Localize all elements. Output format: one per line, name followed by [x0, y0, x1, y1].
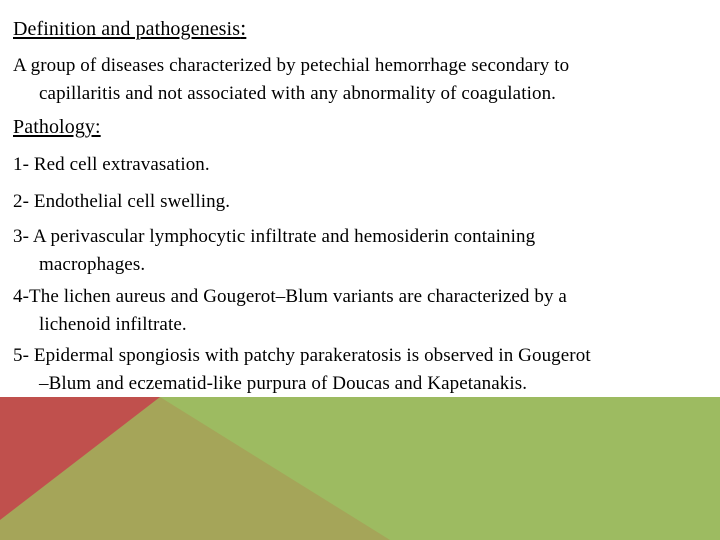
- pathology-item: [13, 283, 713, 339]
- pathology-item-3-line-2: macrophages.: [39, 254, 146, 275]
- pathology-item-4-line-1: 4-The lichen aureus and Gougerot–Blum variants are characterized by a: [13, 286, 567, 307]
- pathology-item-5-line-1: 5- Epidermal spongiosis with patchy parakeratosis is observed in Gougerot: [13, 345, 591, 366]
- pathology-item: [13, 151, 713, 179]
- definition-heading-text: Definition and pathogenesis: [13, 18, 241, 40]
- pathology-item-5-line-2: –Blum and eczematid-like purpura of Doucas and Kapetanakis.: [39, 373, 528, 394]
- definition-line-2: capillaritis and not associated with any abnormality of coagulation.: [39, 83, 557, 104]
- pathology-item-1-line-1: 1- Red cell extravasation.: [13, 154, 210, 175]
- pathology-heading: Pathology:: [13, 116, 101, 138]
- pathology-item: [13, 188, 713, 216]
- definition-paragraph: [13, 52, 713, 108]
- pathology-item: [13, 223, 713, 279]
- pathology-item-3-line-1: 3- A perivascular lymphocytic infiltrate and hemosiderin containing: [13, 226, 536, 247]
- definition-heading-colon: :: [240, 15, 247, 40]
- pathology-item-4-line-2: lichenoid infiltrate.: [39, 314, 187, 335]
- pathology-item-2-line-1: 2- Endothelial cell swelling.: [13, 191, 231, 212]
- definition-line-1: A group of diseases characterized by petechial hemorrhage secondary to: [13, 55, 570, 76]
- pathology-item: [13, 342, 713, 398]
- definition-heading: [13, 15, 246, 41]
